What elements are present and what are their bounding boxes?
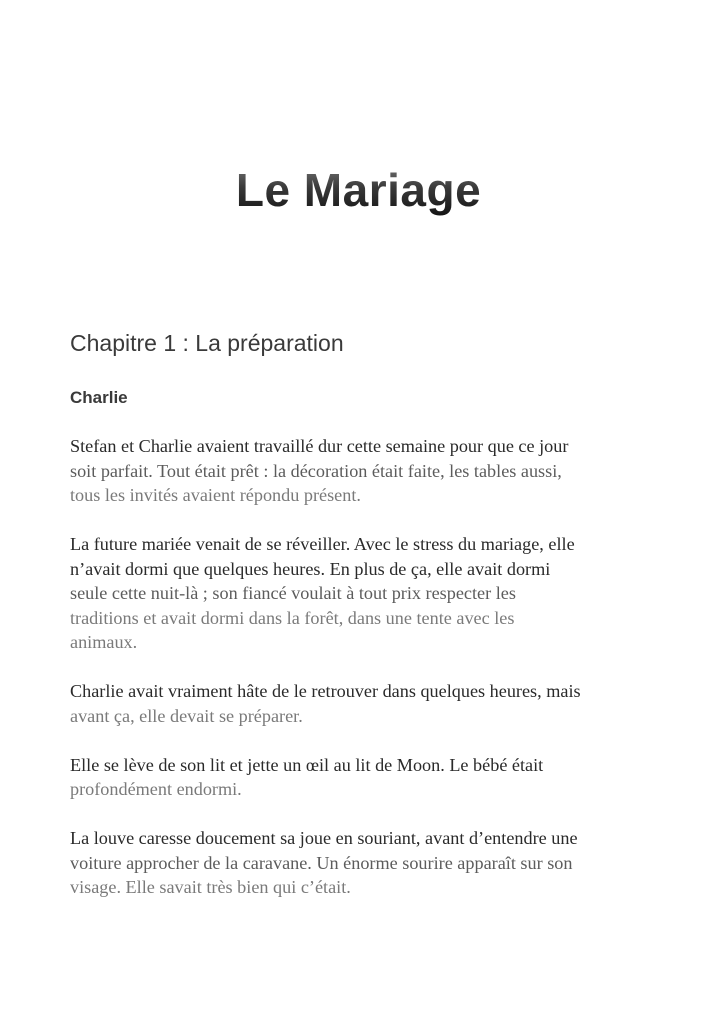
text-line: La louve caresse doucement sa joue en souriant, avant d’entendre une — [70, 828, 578, 848]
chapter-title: Chapitre 1 : La préparation — [70, 330, 344, 356]
pov-character-heading: Charlie — [70, 388, 128, 407]
paragraph — [70, 826, 670, 900]
chapter-body — [70, 434, 670, 924]
text-line: Stefan et Charlie avaient travaillé dur cette semaine pour que ce jour — [70, 436, 569, 456]
text-line: animaux. — [70, 632, 138, 652]
text-line: n’avait dormi que quelques heures. En plus de ça, elle avait dormi — [70, 558, 551, 579]
text-line: soit parfait. Tout était prêt : la décoration était faite, les tables aussi, — [70, 460, 562, 481]
text-line: tous les invités avaient répondu présent. — [70, 485, 361, 505]
paragraph — [70, 532, 670, 655]
text-line: La future mariée venait de se réveiller. Avec le stress du mariage, elle — [70, 534, 575, 554]
text-line: profondément endormi. — [70, 779, 242, 799]
text-line: seule cette nuit-là ; son fiancé voulait à tout prix respecter les — [70, 583, 516, 603]
paragraph — [70, 753, 670, 802]
text-line: Charlie avait vraiment hâte de le retrouver dans quelques heures, mais — [70, 681, 581, 701]
paragraph — [70, 434, 670, 508]
text-line: avant ça, elle devait se préparer. — [70, 705, 303, 726]
text-line: Elle se lève de son lit et jette un œil au lit de Moon. Le bébé était — [70, 754, 544, 775]
book-title: Le Mariage — [0, 162, 717, 218]
text-line: voiture approcher de la caravane. Un énorme sourire apparaît sur son — [70, 852, 573, 873]
text-line: traditions et avait dormi dans la forêt, dans une tente avec les — [70, 607, 515, 628]
text-line: visage. Elle savait très bien qui c’était. — [70, 877, 351, 897]
paragraph — [70, 679, 670, 728]
